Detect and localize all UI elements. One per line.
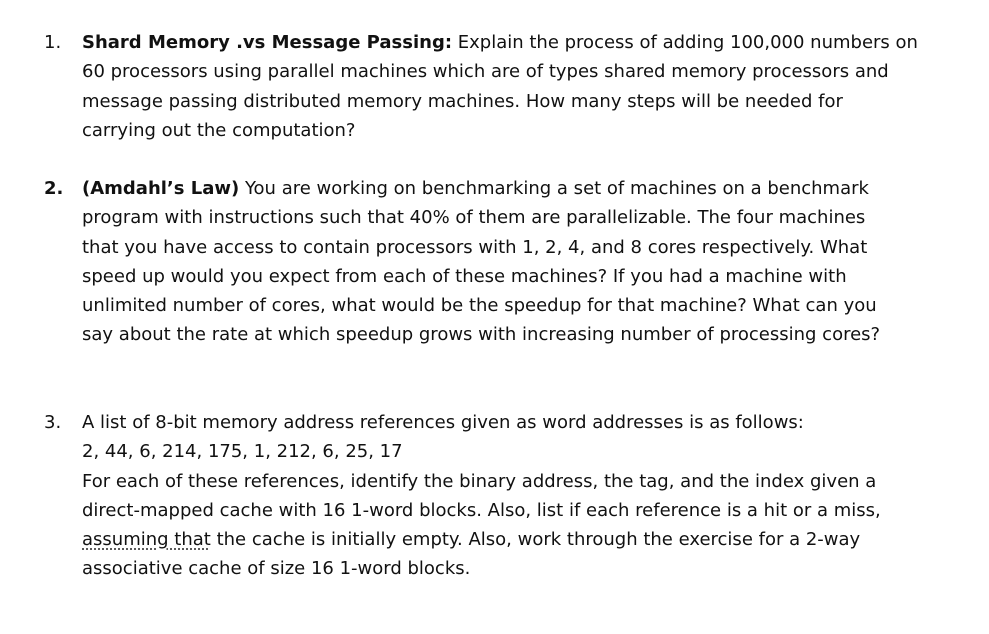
question-line: direct-mapped cache with 16 1-word blocks. Also, list if each reference is a hit or a miss, (82, 499, 881, 521)
question-line: A list of 8-bit memory address references given as word addresses is as follows: (82, 412, 804, 433)
question-line: carrying out the computation? (82, 119, 356, 141)
question-heading: (Amdahl’s Law) (82, 178, 240, 199)
question-number: 1. (44, 32, 62, 53)
question-line (82, 28, 962, 57)
question-line (82, 525, 962, 554)
question-text (82, 174, 962, 350)
question-line: For each of these references, identify the binary address, the tag, and the index given a (82, 470, 877, 492)
question-line: that you have access to contain processors with 1, 2, 4, and 8 cores respectively. What (82, 236, 868, 258)
question-line: message passing distributed memory machines. How many steps will be needed for (82, 90, 843, 112)
question-text (82, 28, 962, 145)
question-line: speed up would you expect from each of these machines? If you had a machine with (82, 265, 847, 287)
grammar-flagged-phrase: assuming that (82, 529, 211, 551)
question-line: unlimited number of cores, what would be the speedup for that machine? What can you (82, 295, 877, 317)
question-line: 60 processors using parallel machines which are of types shared memory processors and (82, 61, 889, 83)
question-line: say about the rate at which speedup grows with increasing number of processing cores? (82, 324, 881, 346)
question-number: 2. (44, 178, 64, 199)
question-line: program with instructions such that 40% of them are parallelizable. The four machines (82, 207, 866, 229)
question-line (82, 174, 962, 203)
question-heading: Shard Memory .vs Message Passing: (82, 32, 453, 53)
question-line-text: the cache is initially empty. Also, work through the exercise for a 2-way (216, 529, 861, 551)
question-line: associative cache of size 16 1-word blocks. (82, 558, 471, 580)
question-number: 3. (44, 412, 62, 433)
address-list: 2, 44, 6, 214, 175, 1, 212, 6, 25, 17 (82, 441, 403, 463)
question-line-text: You are working on benchmarking a set of machines on a benchmark (239, 178, 869, 199)
question-line-text: Explain the process of adding 100,000 numbers on (452, 32, 918, 53)
question-text (82, 408, 962, 584)
